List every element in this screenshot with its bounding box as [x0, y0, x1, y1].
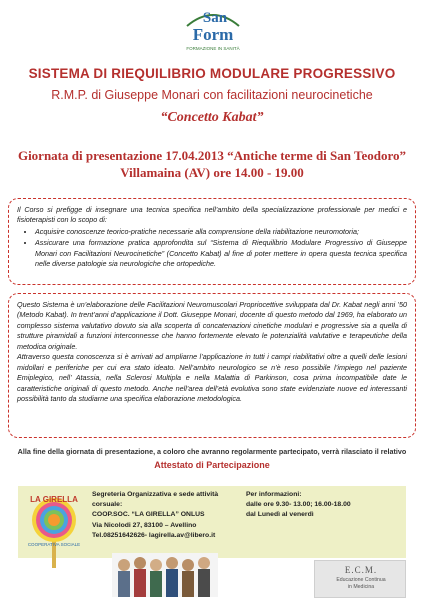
event-location-time: Villamaina (AV) ore 14.00 - 19.00: [120, 165, 304, 180]
course-goals-list: [35, 227, 407, 270]
org-contact: Tel.08251642626- lagirella.av@libero.it: [92, 531, 216, 539]
page-title: SISTEMA DI RIEQUILIBRIO MODULARE PROGRESSIVO: [28, 66, 396, 81]
group-photo: [112, 553, 218, 597]
ecm-logo: [314, 560, 406, 598]
info-title: Per informazioni:: [246, 491, 302, 498]
course-goals-box: [8, 198, 416, 285]
segreteria-block: [92, 490, 232, 541]
la-girella-logo: [22, 490, 86, 570]
system-description-box: [8, 293, 416, 438]
logo-tagline: FORMAZIONE IN SANITÀ: [186, 46, 240, 51]
description-paragraph-1: Questo Sistema è un’elaborazione delle Facilitazioni Neuromuscolari Propriocettive sviluppata dal Dr. Kabat negli anni ’50 (Metodo Kabat). In trent’anni d’applicazione il Dott. Giuseppe Monari, docente di questo metodo dal 1969, ha elaborato un complesso sistema valutativo dovuto sia alla scoperta di concatenazioni cinetiche modulari e progressive sia a quella di strutture piramidali a funzioni interconnesse che hanno fortemente elevato le potenzialità valutative e terapeutiche della metodica originale.: [17, 300, 407, 351]
description-paragraph-2: Attraverso questa conoscenza si è arrivati ad ampliarne l’applicazione in tutti i campi riabilitativi oltre a quelli delle lesioni midollari e periferiche per cui era stato ideato. Nell’ambito neurologico se n’è reso possibile l’impiego nel paziente Emiplegico, nell’ Atassia, nella Sclerosi Multipla e nella Malattia di Parkinson, cosa prima incompatibile date le caratteristiche originali di questo metodo. Anche nell’area dell’età evolutiva sono state evidenziate nuove ed interessanti possibilità tanto da studiarne una specifica elaborazione metodologica.: [17, 352, 407, 403]
org-address: Via Nicolodi 27, 83100 – Avellino: [92, 521, 197, 529]
closing-text: Alla fine della giornata di presentazione, a coloro che avranno regolarmente partecipato, verrà rilasciato il relativo: [17, 447, 407, 456]
ecm-sub-line-1: Educazione Continua: [336, 577, 386, 583]
ecm-title: E.C.M.: [344, 565, 378, 575]
event-date-venue: Giornata di presentazione 17.04.2013 “Antiche terme di San Teodoro”: [17, 148, 407, 163]
list-item: • Acquisire conoscenze teorico-pratiche necessarie alla comprensione della riabilitazione neuromotoria;: [35, 227, 407, 237]
ecm-sub-line-2: in Medicina: [347, 584, 375, 591]
list-item: • Assicurare una formazione pratica approfondita sul “Sistema di Riequilibrio Modulare Progressivo di Giuseppe Monari con Facilitazioni Neurocinetiche” (Concetto Kabat) al fine di poter mettere in opera questa tecnica specifica nelle diverse patologie sia neurologiche che ortopediche.: [35, 238, 407, 269]
girella-logo-text: LA GIRELLA: [30, 495, 78, 504]
info-days: dal Lunedì al venerdì: [246, 511, 314, 519]
info-hours: dalle ore 9.30- 13.00; 16.00-18.00: [246, 501, 351, 509]
ecm-subtitle: [315, 577, 407, 592]
segreteria-title: Segreteria Organizzativa e sede attività corsuale:: [92, 491, 219, 509]
attestato-title: Attestato di Partecipazione: [154, 460, 270, 470]
logo-text-top: San: [202, 10, 228, 26]
course-goals-intro: Il Corso si prefigge di insegnare una tecnica specifica nell’ambito della specializzazione professionale per medici e fisioterapisti con lo scopo di:: [17, 205, 407, 225]
org-name: COOP.SOC. “LA GIRELLA” ONLUS: [92, 511, 205, 519]
info-block: [246, 490, 406, 521]
girella-logo-sub: COOPERATIVA SOCIALE: [27, 542, 81, 547]
page-subtitle: R.M.P. di Giuseppe Monari con facilitazioni neurocinetiche: [51, 88, 373, 102]
logo-text-bottom: Form: [192, 25, 234, 44]
sanform-logo: [181, 4, 245, 54]
concept-title: “Concetto Kabat”: [160, 110, 264, 125]
